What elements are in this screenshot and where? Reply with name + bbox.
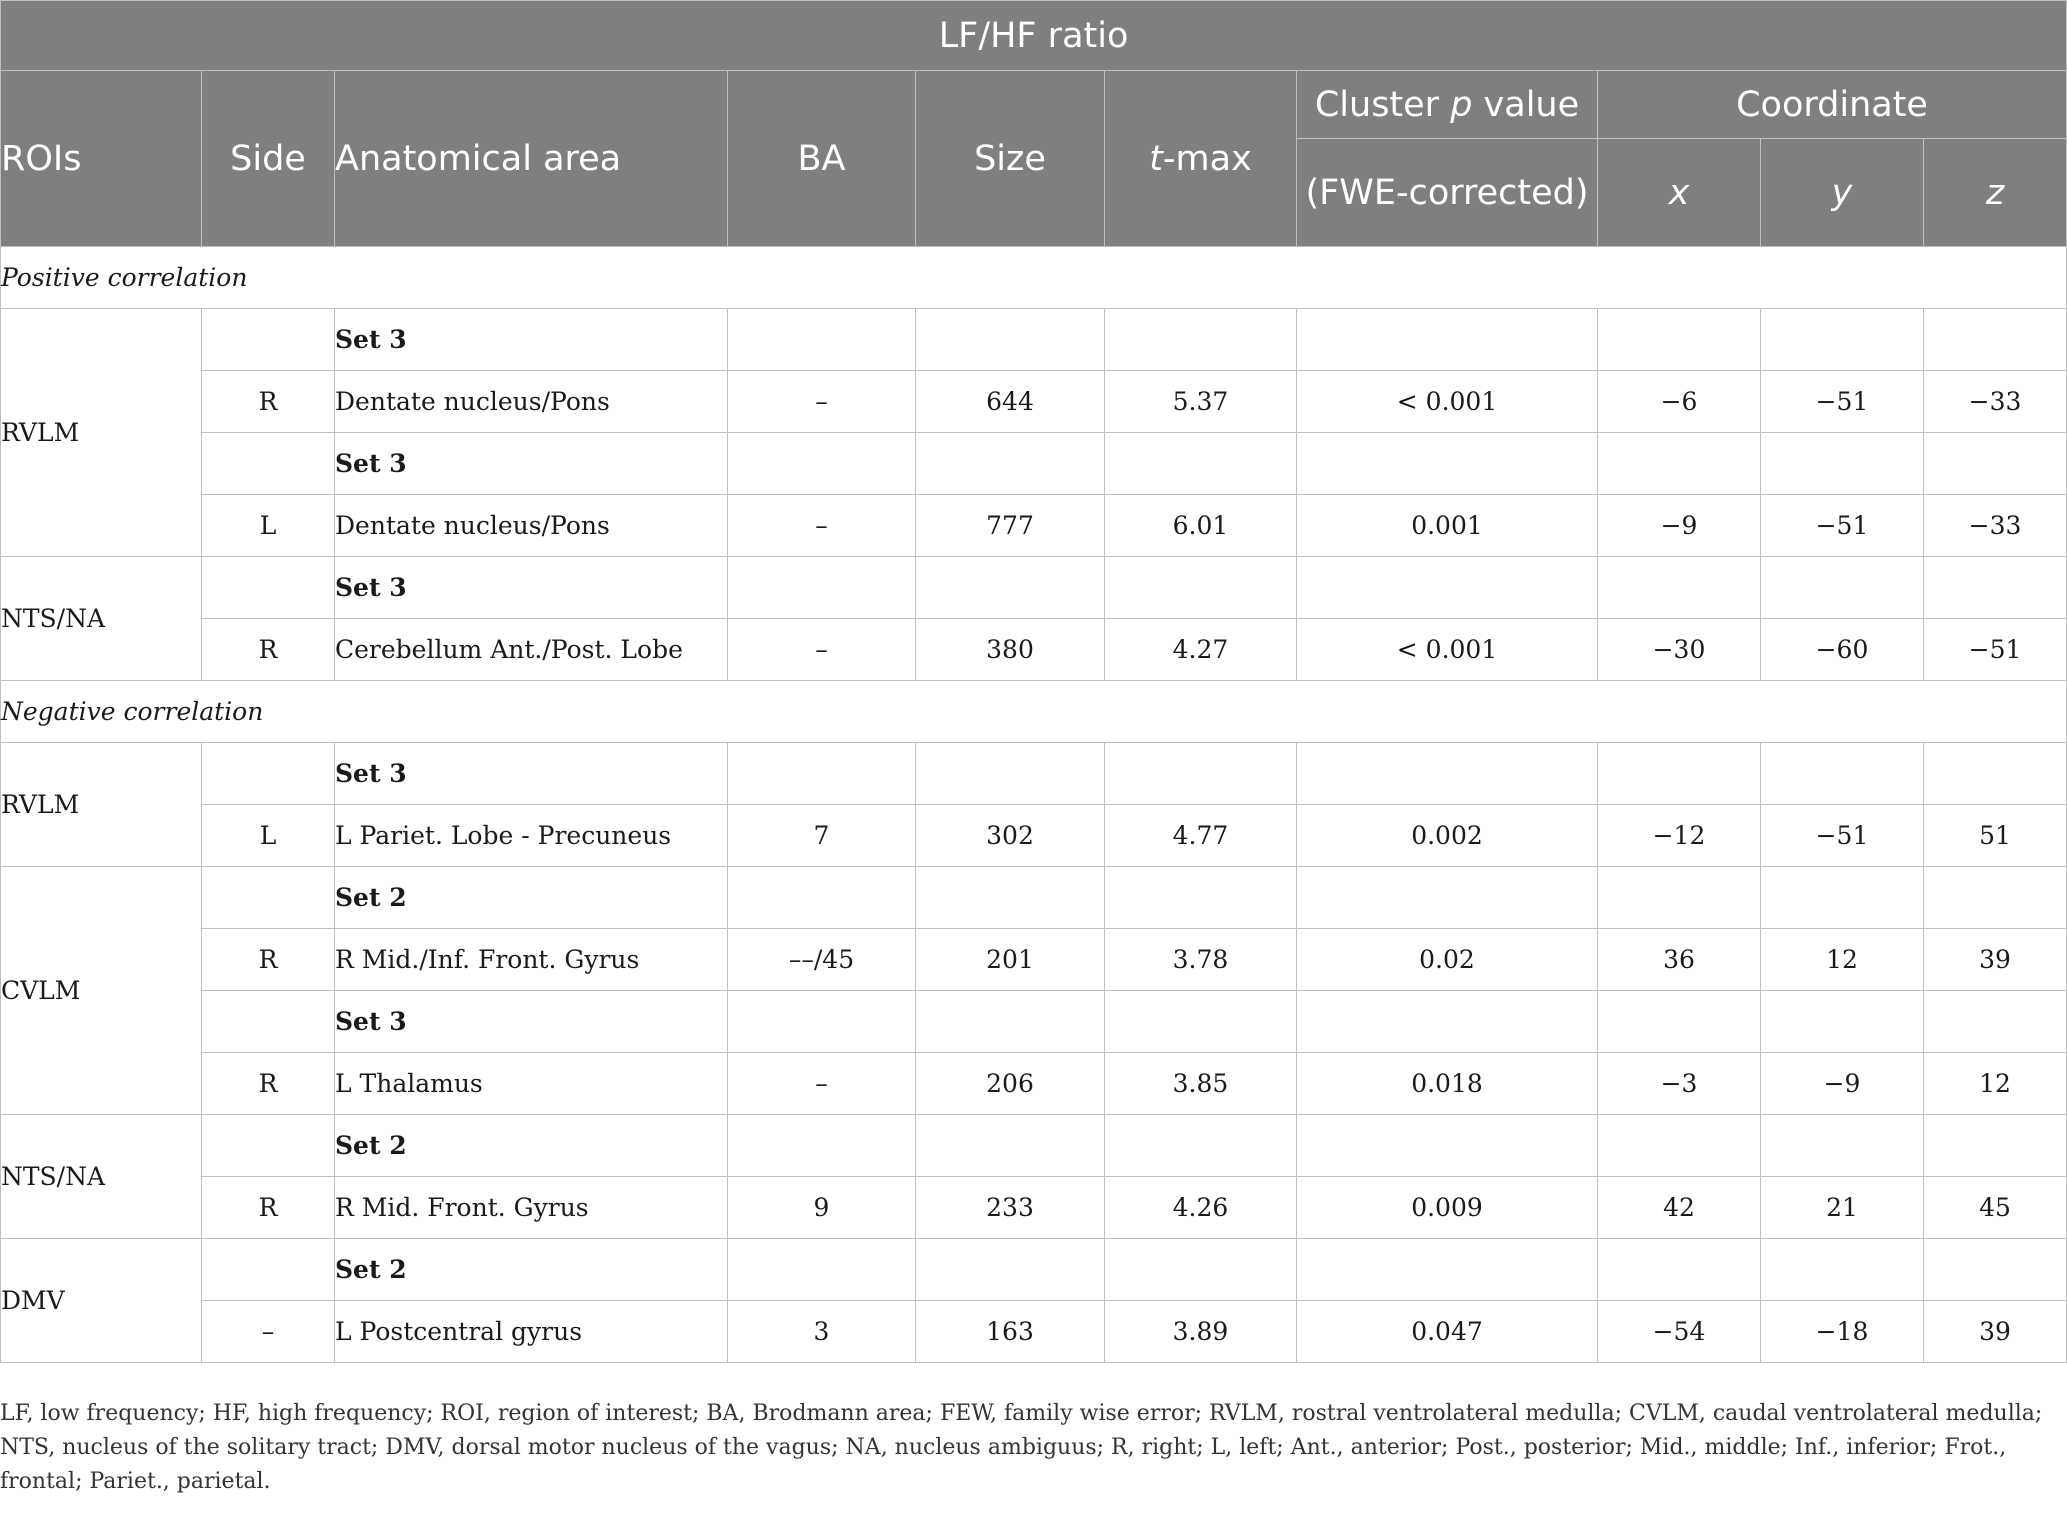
z-cell: 39 bbox=[1924, 929, 2067, 991]
area-cell: R Mid./Inf. Front. Gyrus bbox=[335, 929, 728, 991]
side-cell: R bbox=[202, 1053, 335, 1115]
roi-cell: NTS/NA bbox=[1, 557, 202, 681]
table-title: LF/HF ratio bbox=[1, 1, 2067, 71]
area-cell: Dentate nucleus/Pons bbox=[335, 371, 728, 433]
tmax-cell: 3.89 bbox=[1105, 1301, 1297, 1363]
table-footnote: LF, low frequency; HF, high frequency; ROI, region of interest; BA, Brodmann area; FEW, family wise error; RVLM, rostral ventrolateral medulla; CVLM, caudal ventrolateral medulla; NTS, nucleus of the solitary tract; DMV, dorsal motor nucleus of the vagus; NA, nucleus ambiguus; R, right; L, left; Ant., anterior; Post., posterior; Mid., middle; Inf., inferior; Frot., frontal; Pariet., parietal. bbox=[0, 1401, 2043, 1494]
x-cell: −12 bbox=[1598, 805, 1761, 867]
p-cell: 0.009 bbox=[1297, 1177, 1598, 1239]
p-cell: 0.02 bbox=[1297, 929, 1598, 991]
table-row bbox=[1, 867, 2067, 929]
set-label: Set 2 bbox=[335, 867, 728, 929]
header-x: x bbox=[1598, 139, 1761, 247]
p-cell: 0.002 bbox=[1297, 805, 1598, 867]
table-row bbox=[1, 743, 2067, 805]
table-header bbox=[1, 1, 2067, 247]
y-cell: 12 bbox=[1761, 929, 1924, 991]
z-cell: −51 bbox=[1924, 619, 2067, 681]
header-y: y bbox=[1761, 139, 1924, 247]
header-anatomical-area: Anatomical area bbox=[335, 71, 728, 247]
size-cell: 644 bbox=[916, 371, 1105, 433]
size-cell: 206 bbox=[916, 1053, 1105, 1115]
tmax-cell: 4.77 bbox=[1105, 805, 1297, 867]
roi-cell: DMV bbox=[1, 1239, 202, 1363]
y-cell: −51 bbox=[1761, 495, 1924, 557]
size-cell: 777 bbox=[916, 495, 1105, 557]
header-tmax: t-max bbox=[1105, 71, 1297, 247]
tmax-cell: 4.27 bbox=[1105, 619, 1297, 681]
set-label: Set 2 bbox=[335, 1115, 728, 1177]
ba-cell: 3 bbox=[728, 1301, 916, 1363]
table-row bbox=[1, 433, 2067, 495]
section-positive-correlation: Positive correlation bbox=[1, 247, 2067, 309]
size-cell: 380 bbox=[916, 619, 1105, 681]
area-cell: R Mid. Front. Gyrus bbox=[335, 1177, 728, 1239]
z-cell: 51 bbox=[1924, 805, 2067, 867]
side-cell: L bbox=[202, 805, 335, 867]
roi-cell: CVLM bbox=[1, 867, 202, 1115]
z-cell: 39 bbox=[1924, 1301, 2067, 1363]
area-cell: L Thalamus bbox=[335, 1053, 728, 1115]
header-side: Side bbox=[202, 71, 335, 247]
p-cell: < 0.001 bbox=[1297, 371, 1598, 433]
area-cell: L Pariet. Lobe - Precuneus bbox=[335, 805, 728, 867]
header-coordinate: Coordinate bbox=[1598, 71, 2067, 139]
table-row bbox=[1, 371, 2067, 433]
x-cell: 36 bbox=[1598, 929, 1761, 991]
table-row bbox=[1, 495, 2067, 557]
table-row bbox=[1, 1239, 2067, 1301]
tmax-cell: 5.37 bbox=[1105, 371, 1297, 433]
area-cell: Cerebellum Ant./Post. Lobe bbox=[335, 619, 728, 681]
x-cell: −9 bbox=[1598, 495, 1761, 557]
z-cell: −33 bbox=[1924, 495, 2067, 557]
header-rois: ROIs bbox=[1, 71, 202, 247]
table-row bbox=[1, 929, 2067, 991]
header-size: Size bbox=[916, 71, 1105, 247]
section-negative-correlation: Negative correlation bbox=[1, 681, 2067, 743]
side-cell: R bbox=[202, 619, 335, 681]
x-cell: −3 bbox=[1598, 1053, 1761, 1115]
z-cell: 45 bbox=[1924, 1177, 2067, 1239]
y-cell: −18 bbox=[1761, 1301, 1924, 1363]
z-cell: 12 bbox=[1924, 1053, 2067, 1115]
header-ba: BA bbox=[728, 71, 916, 247]
y-cell: −51 bbox=[1761, 805, 1924, 867]
set-label: Set 2 bbox=[335, 1239, 728, 1301]
header-fwe-corrected: (FWE-corrected) bbox=[1297, 139, 1598, 247]
y-cell: −9 bbox=[1761, 1053, 1924, 1115]
p-cell: 0.047 bbox=[1297, 1301, 1598, 1363]
set-label: Set 3 bbox=[335, 991, 728, 1053]
area-cell: L Postcentral gyrus bbox=[335, 1301, 728, 1363]
p-cell: 0.018 bbox=[1297, 1053, 1598, 1115]
p-cell: < 0.001 bbox=[1297, 619, 1598, 681]
y-cell: −51 bbox=[1761, 371, 1924, 433]
tmax-cell: 3.85 bbox=[1105, 1053, 1297, 1115]
side-cell: R bbox=[202, 371, 335, 433]
tmax-cell: 3.78 bbox=[1105, 929, 1297, 991]
table-row bbox=[1, 1053, 2067, 1115]
table-row bbox=[1, 991, 2067, 1053]
table-row bbox=[1, 557, 2067, 619]
area-cell: Dentate nucleus/Pons bbox=[335, 495, 728, 557]
x-cell: 42 bbox=[1598, 1177, 1761, 1239]
set-label: Set 3 bbox=[335, 309, 728, 371]
x-cell: −30 bbox=[1598, 619, 1761, 681]
table-body bbox=[1, 247, 2067, 1363]
roi-cell: RVLM bbox=[1, 743, 202, 867]
y-cell: 21 bbox=[1761, 1177, 1924, 1239]
set-label: Set 3 bbox=[335, 433, 728, 495]
side-cell: R bbox=[202, 1177, 335, 1239]
set-label: Set 3 bbox=[335, 557, 728, 619]
size-cell: 201 bbox=[916, 929, 1105, 991]
ba-cell: – bbox=[728, 495, 916, 557]
y-cell: −60 bbox=[1761, 619, 1924, 681]
size-cell: 163 bbox=[916, 1301, 1105, 1363]
header-cluster-p: Cluster p value bbox=[1297, 71, 1598, 139]
side-cell: L bbox=[202, 495, 335, 557]
table-row bbox=[1, 1301, 2067, 1363]
x-cell: −6 bbox=[1598, 371, 1761, 433]
tmax-cell: 6.01 bbox=[1105, 495, 1297, 557]
x-cell: −54 bbox=[1598, 1301, 1761, 1363]
tmax-cell: 4.26 bbox=[1105, 1177, 1297, 1239]
header-z: z bbox=[1924, 139, 2067, 247]
ba-cell: 9 bbox=[728, 1177, 916, 1239]
table-row bbox=[1, 805, 2067, 867]
ba-cell: – bbox=[728, 1053, 916, 1115]
table-row bbox=[1, 1177, 2067, 1239]
side-cell: – bbox=[202, 1301, 335, 1363]
z-cell: −33 bbox=[1924, 371, 2067, 433]
table-row bbox=[1, 619, 2067, 681]
roi-cell: RVLM bbox=[1, 309, 202, 557]
p-cell: 0.001 bbox=[1297, 495, 1598, 557]
table-row bbox=[1, 1115, 2067, 1177]
ba-cell: – bbox=[728, 619, 916, 681]
set-label: Set 3 bbox=[335, 743, 728, 805]
table-row bbox=[1, 309, 2067, 371]
size-cell: 233 bbox=[916, 1177, 1105, 1239]
roi-cell: NTS/NA bbox=[1, 1115, 202, 1239]
ba-cell: 7 bbox=[728, 805, 916, 867]
ba-cell: – bbox=[728, 371, 916, 433]
size-cell: 302 bbox=[916, 805, 1105, 867]
ba-cell: ––/45 bbox=[728, 929, 916, 991]
side-cell: R bbox=[202, 929, 335, 991]
